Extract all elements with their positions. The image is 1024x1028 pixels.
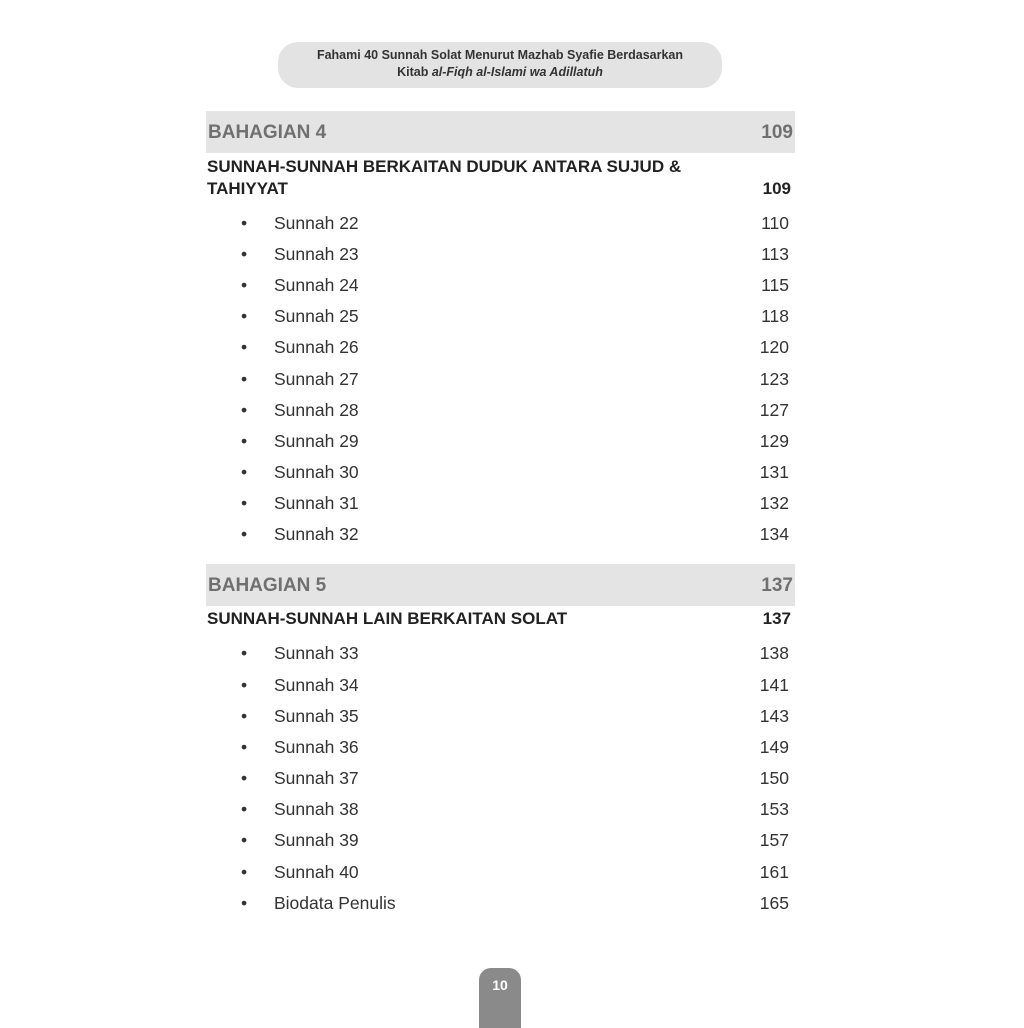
entry-page: 153 xyxy=(759,799,789,819)
toc-entry[interactable] xyxy=(206,400,795,426)
header-line-2-prefix: Kitab xyxy=(397,65,429,79)
toc-entry[interactable] xyxy=(206,275,795,301)
page-number-tab xyxy=(479,968,521,1028)
bullet-icon: • xyxy=(241,862,248,882)
section-page: 109 xyxy=(761,122,793,143)
section-name: BAHAGIAN 5 xyxy=(208,575,327,596)
entry-label: Sunnah 34 xyxy=(274,675,359,695)
header-line-1: Fahami 40 Sunnah Solat Menurut Mazhab Syafie Berdasarkan xyxy=(316,48,684,62)
toc-entry[interactable] xyxy=(206,799,795,825)
toc-entry[interactable] xyxy=(206,643,795,669)
toc-entry[interactable] xyxy=(206,306,795,332)
toc-entry[interactable] xyxy=(206,675,795,701)
chapter-title: SUNNAH-SUNNAH LAIN BERKAITAN SOLAT xyxy=(207,609,568,628)
toc-entry[interactable] xyxy=(206,768,795,794)
chapter-page: 109 xyxy=(762,179,791,198)
bullet-icon: • xyxy=(241,306,248,326)
entry-label: Sunnah 22 xyxy=(274,213,359,233)
entry-label: Sunnah 38 xyxy=(274,799,359,819)
toc-entry[interactable] xyxy=(206,524,795,550)
toc-entry[interactable] xyxy=(206,213,795,239)
entry-label: Sunnah 33 xyxy=(274,643,359,663)
bullet-icon: • xyxy=(241,337,248,357)
bullet-icon: • xyxy=(241,524,248,544)
entry-page: 149 xyxy=(759,737,789,757)
bullet-icon: • xyxy=(241,400,248,420)
entry-label: Sunnah 28 xyxy=(274,400,359,420)
toc-entry[interactable] xyxy=(206,462,795,488)
bullet-icon: • xyxy=(241,462,248,482)
entry-label: Biodata Penulis xyxy=(274,893,396,913)
entry-label: Sunnah 31 xyxy=(274,493,359,513)
entry-page: 134 xyxy=(759,524,789,544)
entry-page: 143 xyxy=(759,706,789,726)
entry-page: 161 xyxy=(759,862,789,882)
bullet-icon: • xyxy=(241,275,248,295)
bullet-icon: • xyxy=(241,244,248,264)
header-book-title: al-Fiqh al-Islami wa Adillatuh xyxy=(431,65,603,79)
section-name: BAHAGIAN 4 xyxy=(208,122,327,143)
entry-page: 118 xyxy=(761,306,789,326)
entry-page: 120 xyxy=(759,337,789,357)
chapter-title-row xyxy=(207,608,795,630)
toc-entry[interactable] xyxy=(206,830,795,856)
bullet-icon: • xyxy=(241,799,248,819)
entry-page: 165 xyxy=(759,893,789,913)
bullet-icon: • xyxy=(241,737,248,757)
entry-page: 131 xyxy=(759,462,789,482)
entry-label: Sunnah 36 xyxy=(274,737,359,757)
entry-label: Sunnah 26 xyxy=(274,337,359,357)
bullet-icon: • xyxy=(241,830,248,850)
bullet-icon: • xyxy=(241,369,248,389)
chapter-title: SUNNAH-SUNNAH BERKAITAN DUDUK ANTARA SUJUD & TAHIYYAT xyxy=(207,157,682,198)
toc-entry[interactable] xyxy=(206,706,795,732)
bullet-icon: • xyxy=(241,213,248,233)
entry-page: 150 xyxy=(759,768,789,788)
toc-entry[interactable] xyxy=(206,369,795,395)
entry-page: 123 xyxy=(759,369,789,389)
entry-label: Sunnah 29 xyxy=(274,431,359,451)
entry-page: 138 xyxy=(759,643,789,663)
entry-label: Sunnah 25 xyxy=(274,306,359,326)
chapter-title-row xyxy=(207,156,795,200)
running-header xyxy=(278,42,722,88)
bullet-icon: • xyxy=(241,431,248,451)
entry-label: Sunnah 24 xyxy=(274,275,359,295)
entry-label: Sunnah 40 xyxy=(274,862,359,882)
entry-label: Sunnah 27 xyxy=(274,369,359,389)
bullet-icon: • xyxy=(241,706,248,726)
toc-entry[interactable] xyxy=(206,337,795,363)
chapter-page: 137 xyxy=(762,609,791,628)
bullet-icon: • xyxy=(241,768,248,788)
entry-page: 132 xyxy=(759,493,789,513)
bullet-icon: • xyxy=(241,893,248,913)
entry-page: 127 xyxy=(759,400,789,420)
page-number: 10 xyxy=(492,977,508,993)
toc-entry[interactable] xyxy=(206,431,795,457)
entry-label: Sunnah 32 xyxy=(274,524,359,544)
section-page: 137 xyxy=(761,575,793,596)
entry-page: 115 xyxy=(761,275,789,295)
section-heading-bahagian-4 xyxy=(206,111,795,153)
toc-entry[interactable] xyxy=(206,493,795,519)
entry-page: 113 xyxy=(761,244,789,264)
toc-entry[interactable] xyxy=(206,737,795,763)
entry-label: Sunnah 23 xyxy=(274,244,359,264)
toc-entry[interactable] xyxy=(206,893,795,919)
entry-label: Sunnah 35 xyxy=(274,706,359,726)
bullet-icon: • xyxy=(241,675,248,695)
bullet-icon: • xyxy=(241,643,248,663)
entry-label: Sunnah 37 xyxy=(274,768,359,788)
toc-entry[interactable] xyxy=(206,862,795,888)
entry-page: 110 xyxy=(761,213,789,233)
toc-entry[interactable] xyxy=(206,244,795,270)
entry-label: Sunnah 30 xyxy=(274,462,359,482)
section-heading-bahagian-5 xyxy=(206,564,795,606)
bullet-icon: • xyxy=(241,493,248,513)
entry-label: Sunnah 39 xyxy=(274,830,359,850)
entry-page: 129 xyxy=(759,431,789,451)
entry-page: 157 xyxy=(759,830,789,850)
entry-page: 141 xyxy=(759,675,789,695)
header-line-2 xyxy=(278,64,722,81)
